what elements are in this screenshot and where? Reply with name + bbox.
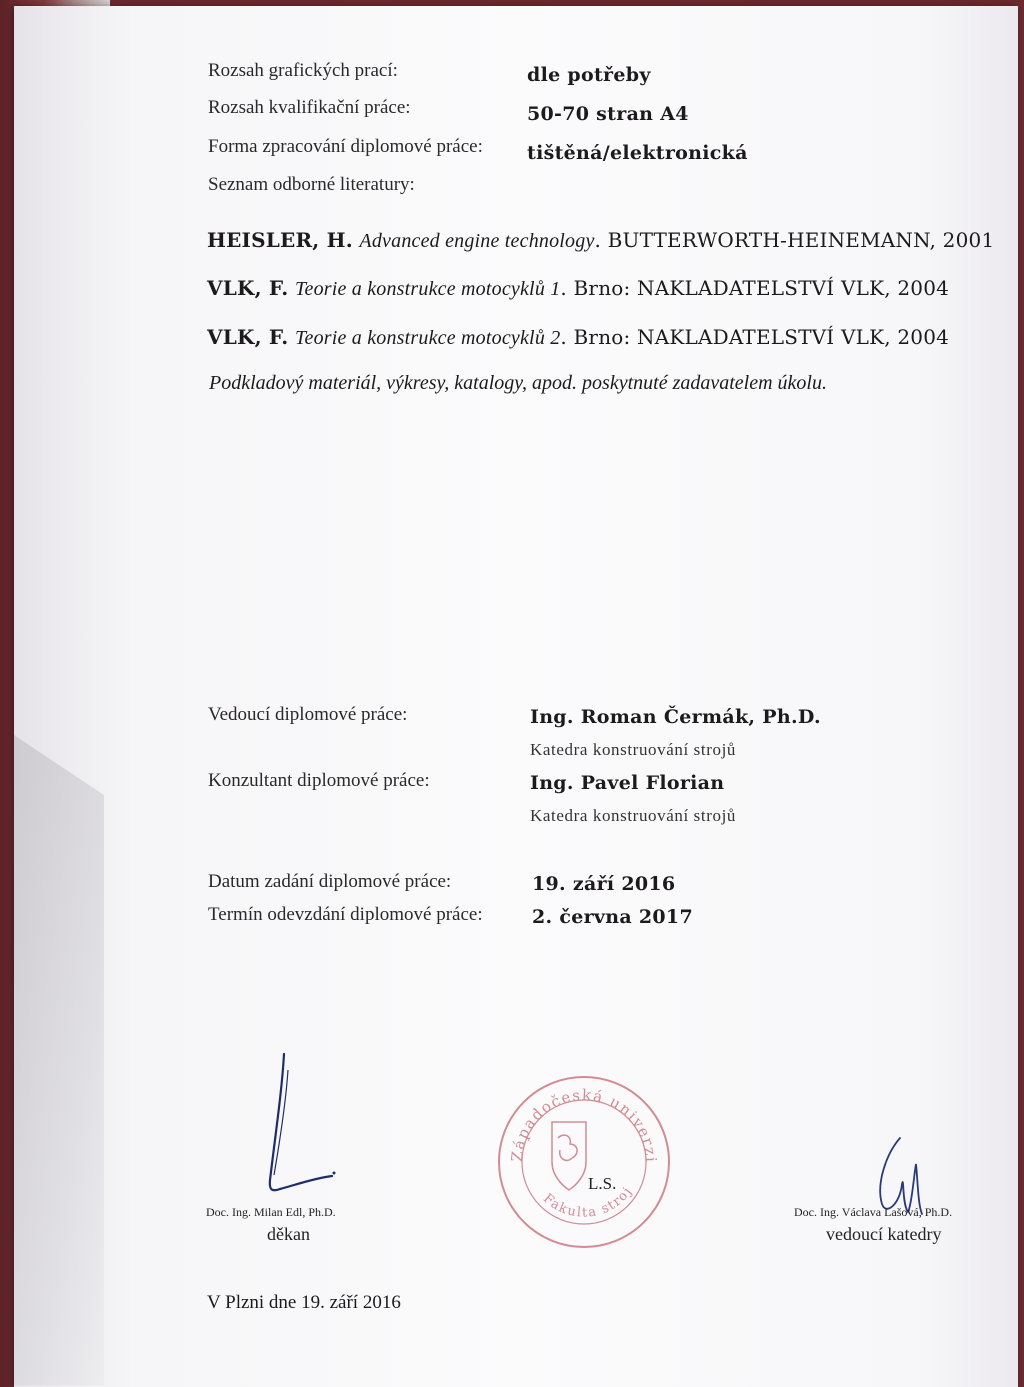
seal-ls-label: L.S.: [588, 1174, 617, 1193]
head-name: Doc. Ing. Václava Lašová, Ph.D.: [794, 1205, 953, 1219]
seal-ring-bottom: Fakulta stroj: [539, 1183, 636, 1221]
place-date: V Plzni dne 19. září 2016: [207, 1292, 401, 1313]
due-date-label: Termín odevzdání diplomové práce:: [208, 904, 483, 925]
university-seal: [498, 1076, 670, 1248]
literature-item: VLK, F. Teorie a konstrukce motocyklů 1. Brno: NAKLADATELSTVÍ VLK, 2004: [207, 276, 950, 300]
thesis-length-label: Rozsah kvalifikační práce:: [208, 97, 411, 118]
literature-item: HEISLER, H. Advanced engine technology. BUTTERWORTH-HEINEMANN, 2001: [207, 228, 995, 252]
supervisor-name: Ing. Roman Čermák, Ph.D.: [530, 706, 821, 728]
due-date-value: 2. června 2017: [532, 906, 693, 928]
thesis-form-value: tištěná/elektronická: [527, 142, 748, 164]
dean-signature: [250, 1050, 350, 1200]
literature-label: Seznam odborné literatury:: [208, 174, 415, 195]
graphics-scope-value: dle potřeby: [527, 64, 651, 86]
supervisor-department: Katedra konstruování strojů: [530, 740, 736, 759]
dean-role: děkan: [267, 1224, 310, 1244]
thesis-length-value: 50-70 stran A4: [527, 103, 689, 125]
materials-note: Podkladový materiál, výkresy, katalogy, apod. poskytnuté zadavatelem úkolu.: [209, 372, 827, 394]
assignment-date-label: Datum zadání diplomové práce:: [208, 871, 452, 892]
page-fold-shadow: [14, 735, 104, 1385]
head-role: vedoucí katedry: [826, 1224, 942, 1244]
thesis-form-label: Forma zpracování diplomové práce:: [208, 136, 483, 157]
seal-emblem: [500, 1078, 668, 1246]
dean-name: Doc. Ing. Milan Edl, Ph.D.: [206, 1205, 336, 1219]
consultant-department: Katedra konstruování strojů: [530, 806, 736, 825]
graphics-scope-label: Rozsah grafických prací:: [208, 60, 398, 81]
seal-ring-top: Západočeská univerzi: [507, 1085, 661, 1164]
supervisor-label: Vedoucí diplomové práce:: [208, 704, 408, 725]
consultant-label: Konzultant diplomové práce:: [208, 770, 430, 791]
svg-text:Západočeská univerzita v Plzni: [500, 1078, 660, 1164]
literature-item: VLK, F. Teorie a konstrukce motocyklů 2. Brno: NAKLADATELSTVÍ VLK, 2004: [207, 325, 950, 349]
assignment-date-value: 19. září 2016: [532, 873, 676, 895]
consultant-name: Ing. Pavel Florian: [530, 772, 725, 794]
